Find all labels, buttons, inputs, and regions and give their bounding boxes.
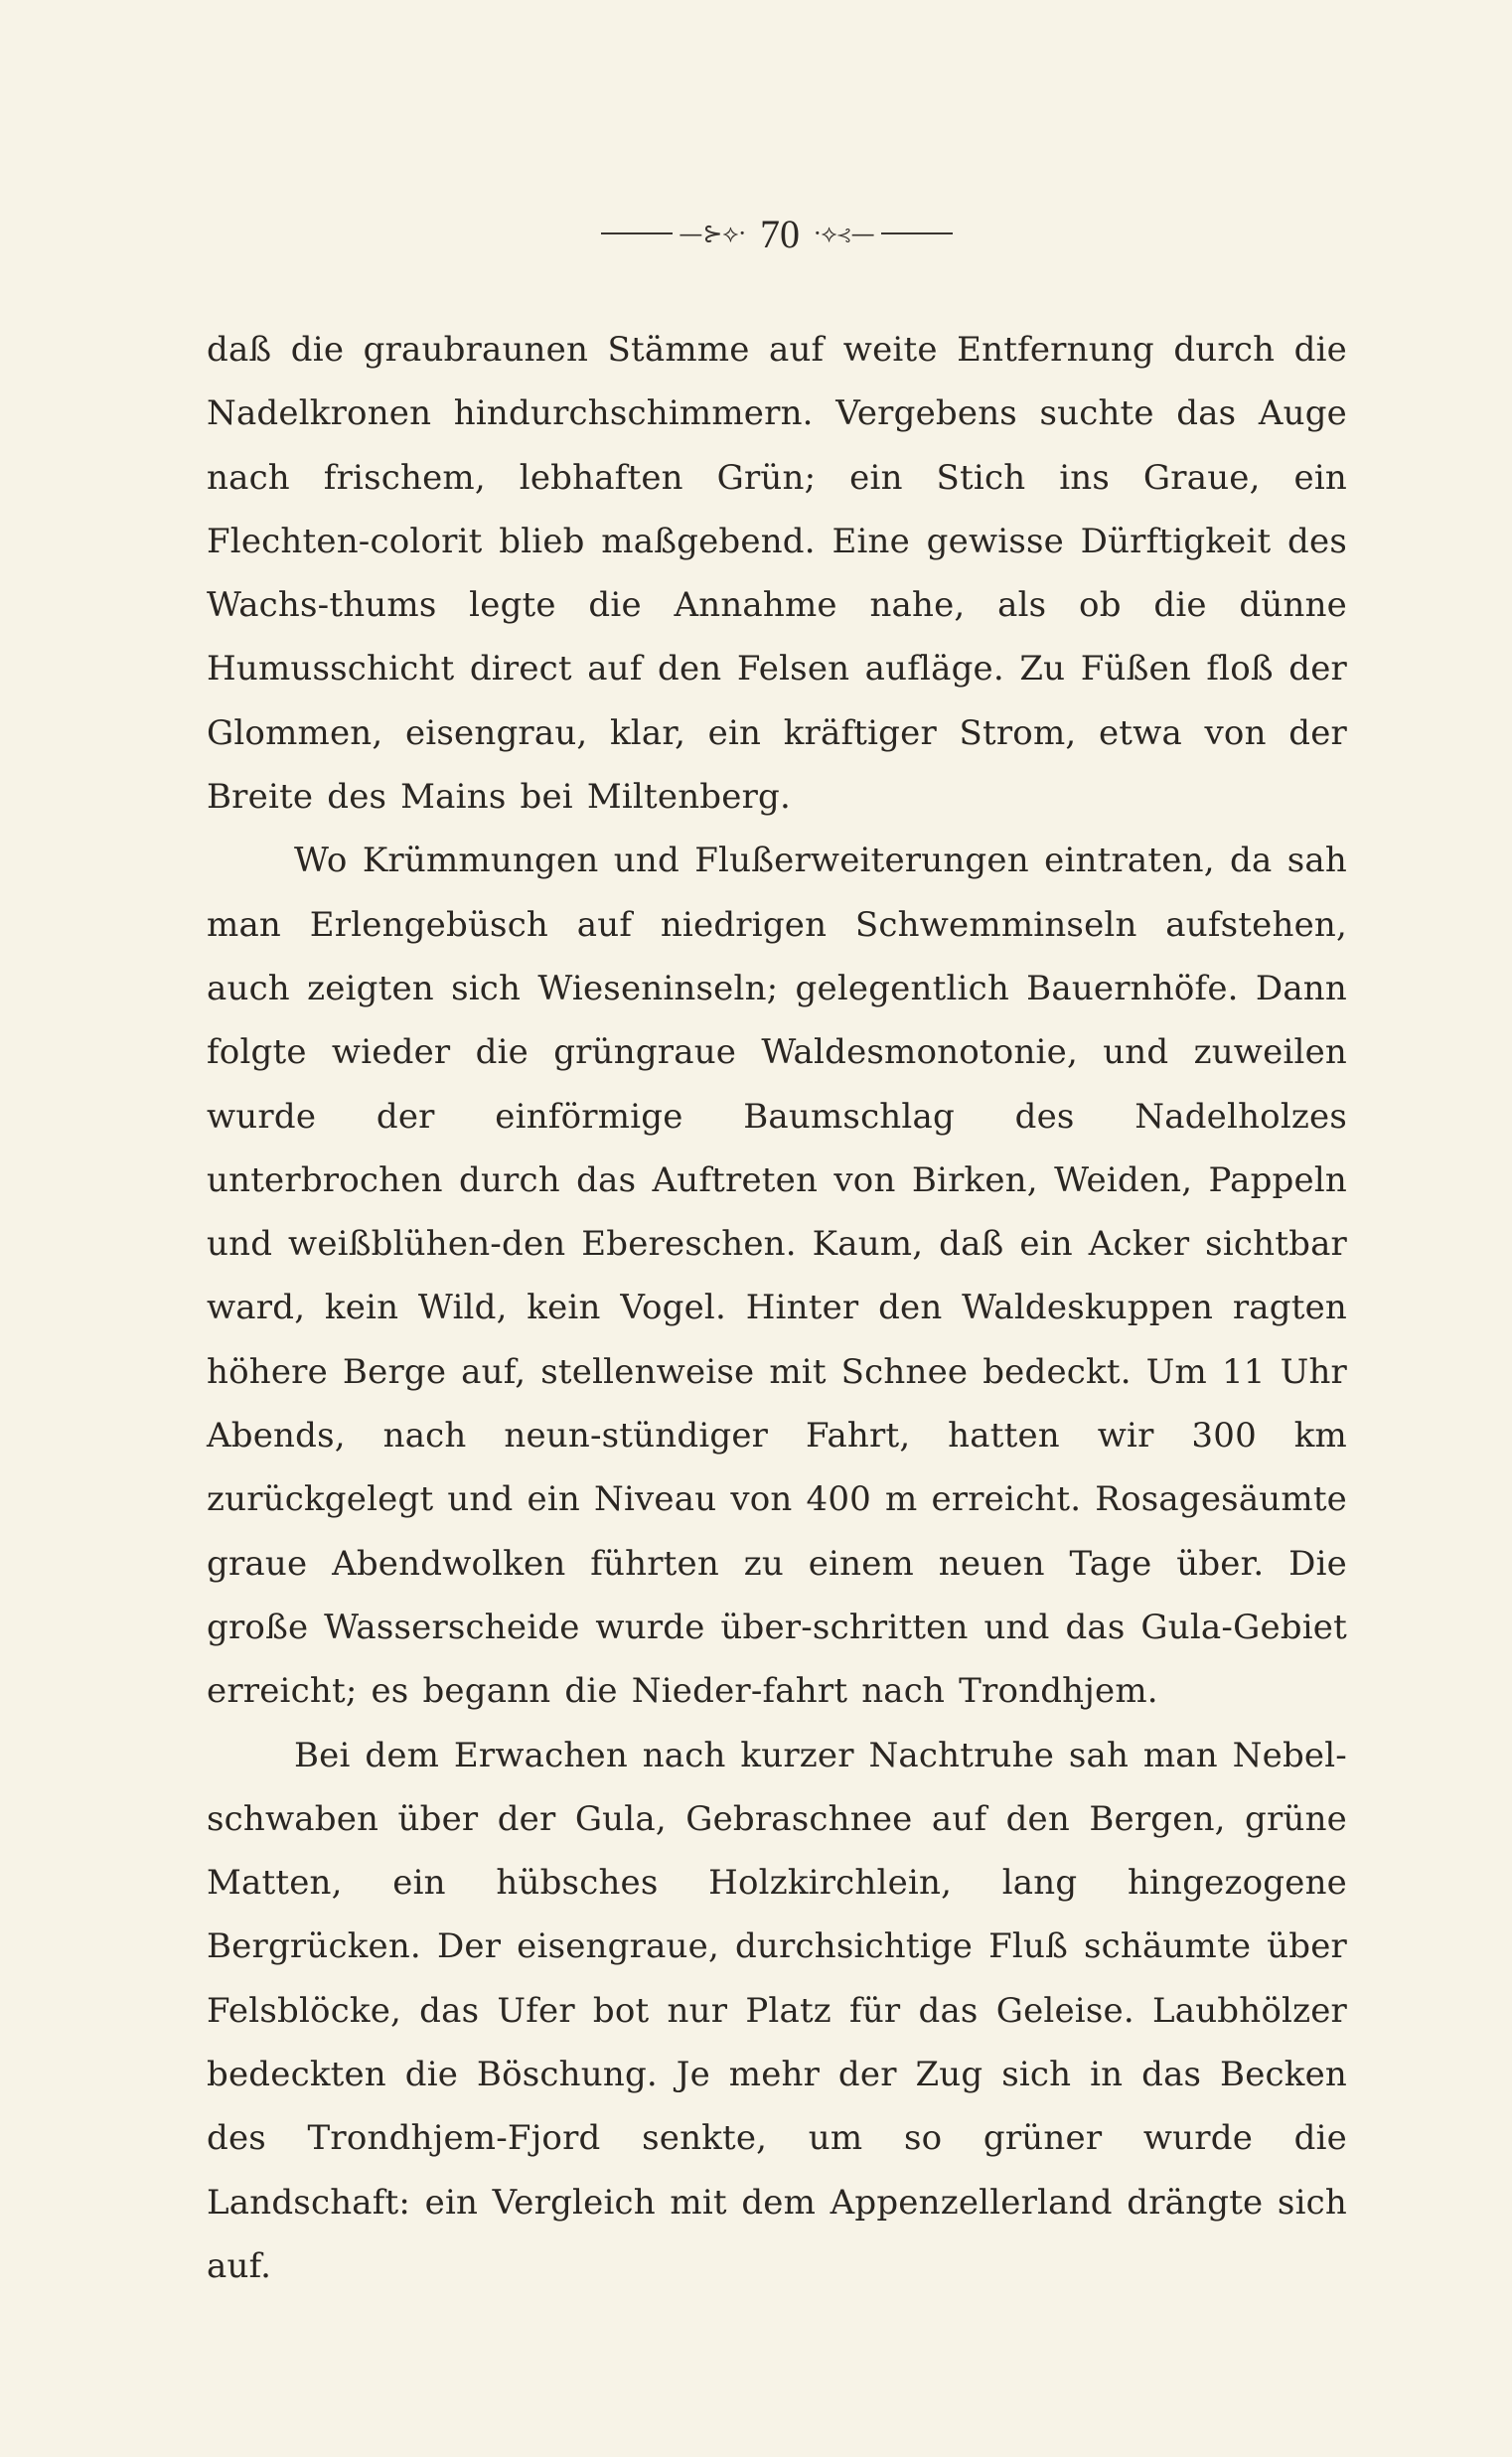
- left-rule: [601, 232, 673, 234]
- page-number: 70: [760, 211, 801, 256]
- paragraph-2: Wo Krümmungen und Flußerweiterungen eintraten, da sah man Erlengebüsch auf niedrigen Schwemminseln aufstehen, auch zeigten sich Wieseninseln; gelegentlich Bauernhöfe. Dann folgte wieder die grüngraue Waldesmonotonie, und zuweilen wurde der einförmige Baumschlag des Nadelholzes unterbrochen durch das Auftreten von Birken, Weiden, Pappeln und weißblühen-den Ebereschen. Kaum, daß ein Acker sichtbar ward, kein Wild, kein Vogel. Hinter den Waldeskuppen ragten höhere Berge auf, stellenweise mit Schnee bedeckt. Um 11 Uhr Abends, nach neun-stündiger Fahrt, hatten wir 300 km zurückgelegt und ein Niveau von 400 m erreicht. Rosagesäumte graue Abendwolken führten zu einem neuen Tage über. Die große Wasserscheide wurde über-schritten und das Gula-Gebiet erreicht; es begann die Nieder-fahrt nach Trondhjem.: [207, 841, 1348, 1712]
- left-ornament-glyph: —⊱⟡·: [679, 220, 747, 247]
- right-ornament: [814, 222, 953, 245]
- right-ornament-glyph: ·⟡⊰—: [814, 220, 875, 247]
- page-header: [207, 209, 1347, 258]
- left-ornament: [601, 222, 746, 245]
- right-rule: [881, 232, 953, 234]
- paragraph-1: daß die graubraunen Stämme auf weite Entfernung durch die Nadelkronen hindurchschimmern. Vergebens suchte das Auge nach frischem, lebhaften Grün; ein Stich ins Graue, ein Flechten-colorit blieb maßgebend. Eine gewisse Dürftigkeit des Wachs-thums legte die Annahme nahe, als ob die dünne Humusschicht direct auf den Felsen aufläge. Zu Füßen floß der Glommen, eisengrau, klar, ein kräftiger Strom, etwa von der Breite des Mains bei Miltenberg.: [207, 330, 1347, 818]
- paragraph-3: Bei dem Erwachen nach kurzer Nachtruhe sah man Nebel-schwaben über der Gula, Gebraschnee auf den Bergen, grüne Matten, ein hübsches Holzkirchlein, lang hingezogene Bergrücken. Der eisengraue, durchsichtige Fluß schäumte über Felsblöcke, das Ufer bot nur Platz für das Geleise. Laubhölzer bedeckten die Böschung. Je mehr der Zug sich in das Becken des Trondhjem-Fjord senkte, um so grüner wurde die Landschaft: ein Vergleich mit dem Appenzellerland drängte sich auf.: [207, 1735, 1347, 2286]
- body-text: [207, 318, 1347, 2298]
